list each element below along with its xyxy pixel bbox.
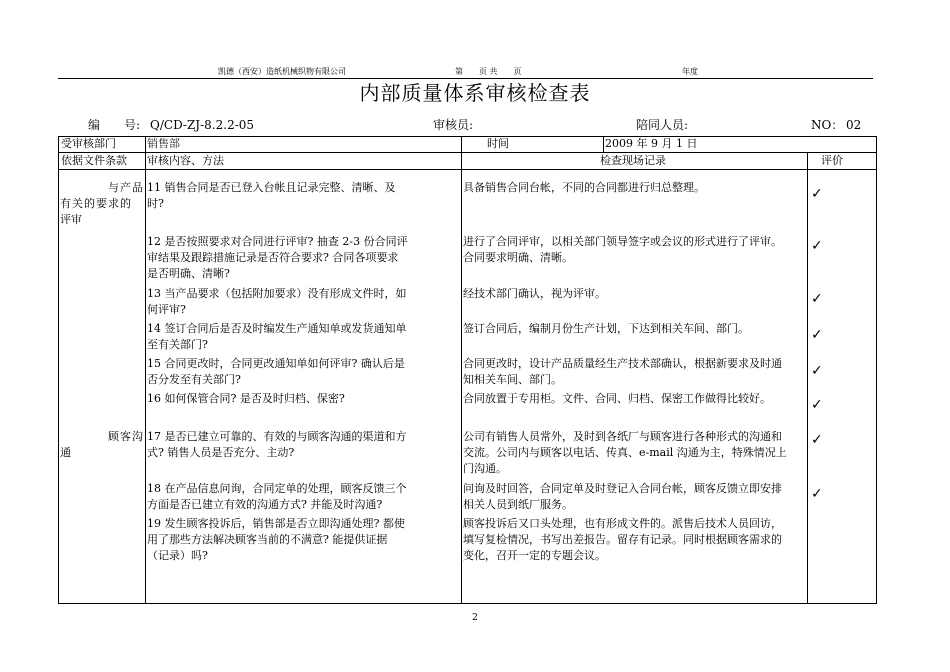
audit-question: 18 在产品信息问询，合同定单的处理，顾客反馈三个 方面是否已建立有效的沟通方式? 并能及时沟通?	[147, 482, 407, 511]
audit-checklist-table	[58, 136, 877, 604]
rating-column-header: 评价	[821, 154, 843, 167]
rating-check-icon: ✓	[811, 397, 823, 413]
time-value: 2009 年 9 月 1 日	[605, 137, 698, 150]
no-value: 02	[846, 118, 862, 132]
content-column-header: 审核内容、方法	[147, 154, 224, 167]
rating-check-icon: ✓	[811, 186, 823, 202]
col-divider-basis	[145, 137, 146, 604]
meta-line	[58, 116, 873, 134]
page-header	[58, 66, 873, 78]
audit-record: 签订合同后，编制月份生产计划，下达到相关车间、部门。	[463, 322, 749, 335]
companion-label: 陪同人员:	[636, 118, 689, 132]
auditor-label: 审核员:	[433, 118, 474, 132]
audit-question: 12 是否按照要求对合同进行评审? 抽查 2-3 份合同评 审结果及跟踪措施记录是否符合要求? 合同各项要求 是否明确、清晰?	[147, 235, 408, 280]
code-value: Q/CD-ZJ-8.2.2-05	[150, 118, 255, 132]
rating-check-icon: ✓	[811, 238, 823, 254]
audit-record: 经技术部门确认，视为评审。	[463, 287, 606, 300]
year-label: 年度	[682, 67, 698, 76]
rating-check-icon: ✓	[811, 327, 823, 343]
section-label-product-requirements: 与产品 有关的要求的 评审	[60, 181, 144, 226]
section-label-customer-communication: 顾客沟 通	[60, 430, 144, 459]
code-label: 编 号:	[88, 118, 141, 132]
basis-column-header: 依据文件条款	[61, 154, 127, 167]
page-count-label: 第 页 共 页	[455, 67, 522, 76]
rating-check-icon: ✓	[811, 486, 823, 502]
audit-question: 13 当产品要求（包括附加要求）没有形成文件时，如 何评审?	[147, 287, 407, 316]
page-number: 2	[472, 613, 478, 623]
audit-question: 17 是否已建立可靠的、有效的与顾客沟通的渠道和方 式? 销售人员是否充分、主动?	[147, 430, 407, 459]
audit-record: 进行了合同评审，以相关部门领导签字或会议的形式进行了评审。 合同要求明确、清晰。	[463, 235, 782, 264]
col-divider-content	[461, 137, 462, 604]
col-divider-rating	[807, 153, 808, 604]
audit-record: 合同更改时，设计产品质量经生产技术部确认，根据新要求及时通 知相关车间、部门。	[463, 357, 782, 386]
col-divider-time	[603, 137, 604, 153]
dept-label: 受审核部门	[61, 137, 116, 150]
record-column-header: 检查现场记录	[600, 154, 666, 167]
rating-check-icon: ✓	[811, 291, 823, 307]
row-divider-columns	[59, 169, 876, 170]
audit-record: 顾客投诉后又口头处理，也有形成文件的。派售后技术人员回访， 填写复检情况，书写出差报告。留存有记录。同时根据顾客需求的 变化，召开一定的专题会议。	[463, 517, 782, 562]
rating-check-icon: ✓	[811, 363, 823, 379]
dept-value: 销售部	[147, 137, 180, 150]
audit-question: 16 如何保管合同? 是否及时归档、保密?	[147, 392, 345, 405]
audit-record: 问询及时回答，合同定单及时登记入合同台帐，顾客反馈立即安排 相关人员到纸厂服务。	[463, 482, 782, 511]
header-rule	[58, 78, 873, 79]
audit-record: 具备销售合同台帐，不同的合同都进行归总整理。	[463, 181, 705, 194]
time-label: 时间	[487, 137, 509, 150]
audit-question: 15 合同更改时，合同更改通知单如何评审? 确认后是 否分发至有关部门?	[147, 357, 405, 386]
no-label: NO：	[811, 118, 844, 132]
company-name: 凯德（西安）造纸机械织物有限公司	[218, 67, 346, 76]
audit-question: 11 销售合同是否已登入台帐且记录完整、清晰、及 时?	[147, 181, 396, 210]
audit-record: 公司有销售人员常外，及时到各纸厂与顾客进行各种形式的沟通和 交流。公司内与顾客以电话、传真、e-mail 沟通为主，特殊情况上 门沟通。	[463, 430, 787, 475]
audit-record: 合同放置于专用柜。文件、合同、归档、保密工作做得比较好。	[463, 392, 771, 405]
document-title: 内部质量体系审核检查表	[359, 81, 591, 105]
audit-question: 14 签订合同后是否及时编发生产通知单或发货通知单 至有关部门?	[147, 322, 407, 351]
audit-question: 19 发生顾客投诉后，销售部是否立即沟通处理? 都使 用了那些方法解决顾客当前的不满意? 能提供证据 （记录）吗?	[147, 517, 405, 562]
rating-check-icon: ✓	[811, 432, 823, 448]
